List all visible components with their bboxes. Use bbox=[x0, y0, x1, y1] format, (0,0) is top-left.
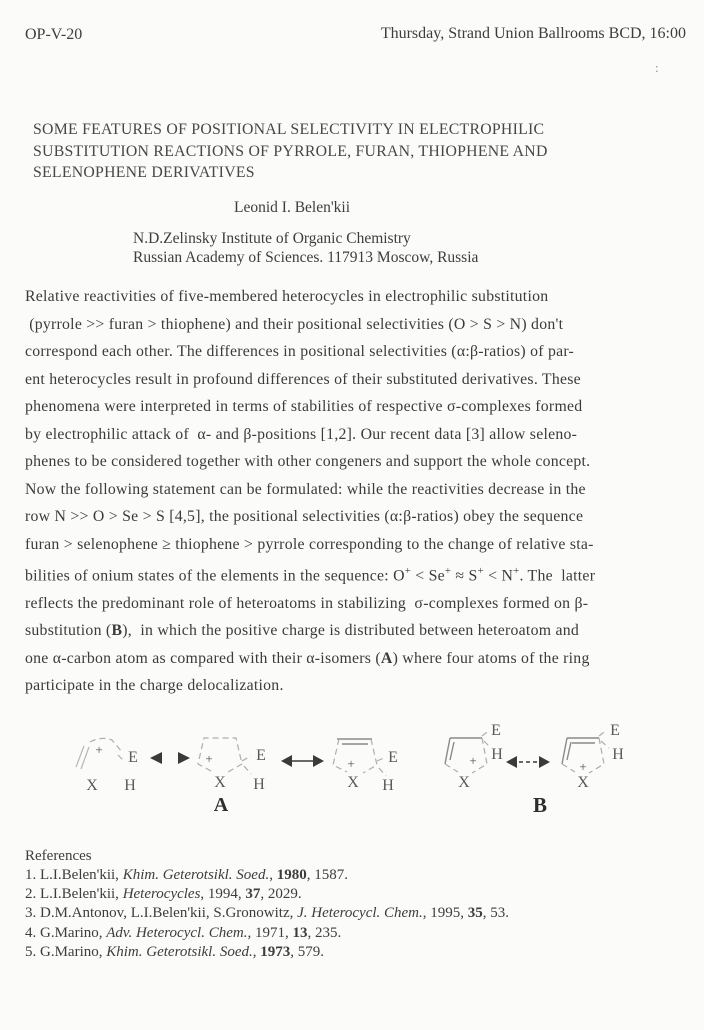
ring-a3 bbox=[333, 739, 398, 794]
abstract-line: phenomena were interpreted in terms of stabilities of respective σ-complexes formed bbox=[25, 398, 583, 415]
ring-b2 bbox=[562, 722, 624, 791]
hydrogen-label: H bbox=[253, 776, 265, 793]
abstract-line: correspond each other. The differences in positional selectivities (α:β-ratios) of par- bbox=[25, 343, 575, 360]
abstract-line: row N >> O > Se > S [4,5], the positional selectivities (α:β-ratios) obey the sequence bbox=[25, 508, 584, 525]
heteroatom-label: X bbox=[347, 774, 359, 791]
hydrogen-label: H bbox=[491, 746, 503, 763]
abstract-line: participate in the charge delocalization. bbox=[25, 677, 284, 695]
ring-b2-bond bbox=[562, 764, 575, 772]
structure-b-label: B bbox=[532, 793, 548, 817]
ring-a3-bond-h bbox=[379, 768, 386, 776]
electrophile-label: E bbox=[128, 749, 138, 766]
electrophile-label: E bbox=[491, 722, 501, 739]
session-code: OP-V-20 bbox=[25, 26, 83, 43]
abstract-line: by electrophilic attack of α- and β-positions [1,2]. Our recent data [3] allow seleno- bbox=[25, 425, 578, 443]
abstract-line: furan > selenophene ≥ thiophene > pyrrole corresponding to the change of relative sta- bbox=[25, 535, 594, 553]
ring-a2-bond-h bbox=[244, 766, 251, 774]
abstract-line: substitution (B), in which the positive charge is distributed between heteroatom and bbox=[25, 622, 580, 640]
abstract-line: Relative reactivities of five-membered heterocycles in electrophilic substitution bbox=[25, 288, 549, 305]
ring-a2 bbox=[198, 738, 266, 793]
hydrogen-label: H bbox=[382, 777, 394, 794]
resonance-arrow-b1-b2 bbox=[506, 756, 550, 768]
session-info: Thursday, Strand Union Ballrooms BCD, 16:00 bbox=[380, 25, 686, 42]
references-heading: References bbox=[25, 848, 92, 864]
arrowhead-left-icon bbox=[506, 756, 517, 768]
abstract-body bbox=[25, 283, 595, 700]
electrophile-label: E bbox=[256, 747, 266, 764]
abstract-line: ent heterocycles result in profound differences of their substituted derivatives. These bbox=[25, 370, 581, 388]
abstract-line: (pyrrole >> furan > thiophene) and their positional selectivities (O > S > N) don't bbox=[25, 315, 564, 333]
references-section bbox=[25, 846, 509, 962]
arrowhead-right-icon bbox=[313, 755, 324, 767]
ring-b2-bond-e bbox=[599, 730, 607, 736]
heteroatom-label: X bbox=[86, 777, 98, 794]
electrophile-label: E bbox=[388, 749, 398, 766]
charge-plus-label: + bbox=[205, 751, 213, 766]
charge-plus-label: + bbox=[469, 753, 477, 768]
ring-b1-doublebond bbox=[450, 742, 454, 760]
ring-b1-bond bbox=[445, 738, 450, 764]
paper-title-line: SUBSTITUTION REACTIONS OF PYRROLE, FURAN, THIOPHENE AND bbox=[33, 142, 548, 160]
abstract-line: phenes to be considered together with other congeners and support the whole concept. bbox=[25, 453, 591, 470]
charge-plus-label: + bbox=[95, 742, 103, 757]
affiliation-line: Russian Academy of Sciences. 117913 Moscow, Russia bbox=[133, 248, 479, 266]
arrowhead-right-icon bbox=[539, 756, 550, 768]
ring-a2-bond-e bbox=[242, 756, 251, 761]
reference-item: 4. G.Marino, Adv. Heterocycl. Chem., 1971, 13, 235. bbox=[25, 924, 342, 941]
affiliation bbox=[133, 230, 478, 268]
charge-plus-label: + bbox=[347, 756, 355, 771]
ring-a3-bond-e bbox=[377, 757, 386, 761]
hydrogen-label: H bbox=[612, 746, 624, 763]
reference-item: 2. L.I.Belen'kii, Heterocycles, 1994, 37, 2029. bbox=[25, 886, 302, 903]
abstract-line: bilities of onium states of the elements in the sequence: O+ < Se+ ≈ S+ < N+. The latter bbox=[25, 565, 596, 585]
author-name: Leonid I. Belen'kii bbox=[234, 199, 351, 216]
ring-b2-doublebond bbox=[567, 742, 571, 760]
paper-title-line: SOME FEATURES OF POSITIONAL SELECTIVITY IN ELECTROPHILIC bbox=[33, 121, 545, 138]
heteroatom-label: X bbox=[214, 774, 226, 791]
hydrogen-label: H bbox=[124, 777, 136, 794]
ring-b2-bond bbox=[562, 738, 567, 764]
ring-a1-bond bbox=[118, 755, 124, 761]
arrowhead-right-icon bbox=[178, 752, 190, 764]
affiliation-line: N.D.Zelinsky Institute of Organic Chemistry bbox=[133, 230, 411, 247]
resonance-arrow-a1-a2 bbox=[150, 752, 190, 764]
ring-b1 bbox=[445, 722, 503, 791]
resonance-scheme-figure bbox=[0, 700, 704, 820]
charge-plus-label: + bbox=[579, 759, 587, 774]
reference-item: 1. L.I.Belen'kii, Khim. Geterotsikl. Soed., 1980, 1587. bbox=[25, 867, 348, 883]
abstract-line: reflects the predominant role of heteroatoms in stabilizing σ-complexes formed on β- bbox=[25, 594, 589, 612]
resonance-arrow-a2-a3 bbox=[281, 755, 324, 767]
paper-title bbox=[33, 119, 548, 184]
ring-b1-bond-h bbox=[484, 741, 491, 748]
scan-artifact-mark: : bbox=[655, 60, 659, 75]
ring-b1-bond bbox=[445, 764, 458, 772]
structure-a-label: A bbox=[213, 794, 229, 816]
reference-item: 3. D.M.Antonov, L.I.Belen'kii, S.Gronowitz, J. Heterocycl. Chem., 1995, 35, 53. bbox=[25, 905, 510, 922]
electrophile-label: E bbox=[610, 722, 620, 739]
heteroatom-label: X bbox=[458, 774, 470, 791]
abstract-line: Now the following statement can be formulated: while the reactivities decrease in the bbox=[25, 480, 586, 498]
scheme-svg bbox=[0, 700, 704, 820]
heteroatom-label: X bbox=[577, 774, 589, 791]
arrowhead-left-icon bbox=[150, 752, 162, 764]
reference-item: 5. G.Marino, Khim. Geterotsikl. Soed., 1973, 579. bbox=[25, 943, 325, 960]
ring-b1-bond-e bbox=[482, 730, 490, 736]
paper-title-line: SELENOPHENE DERIVATIVES bbox=[33, 164, 255, 181]
ring-a1 bbox=[76, 738, 138, 794]
abstract-line: one α-carbon atom as compared with their α-isomers (A) where four atoms of the ring bbox=[25, 649, 590, 667]
ring-b2-bond-h bbox=[601, 741, 609, 748]
arrowhead-left-icon bbox=[281, 755, 292, 767]
